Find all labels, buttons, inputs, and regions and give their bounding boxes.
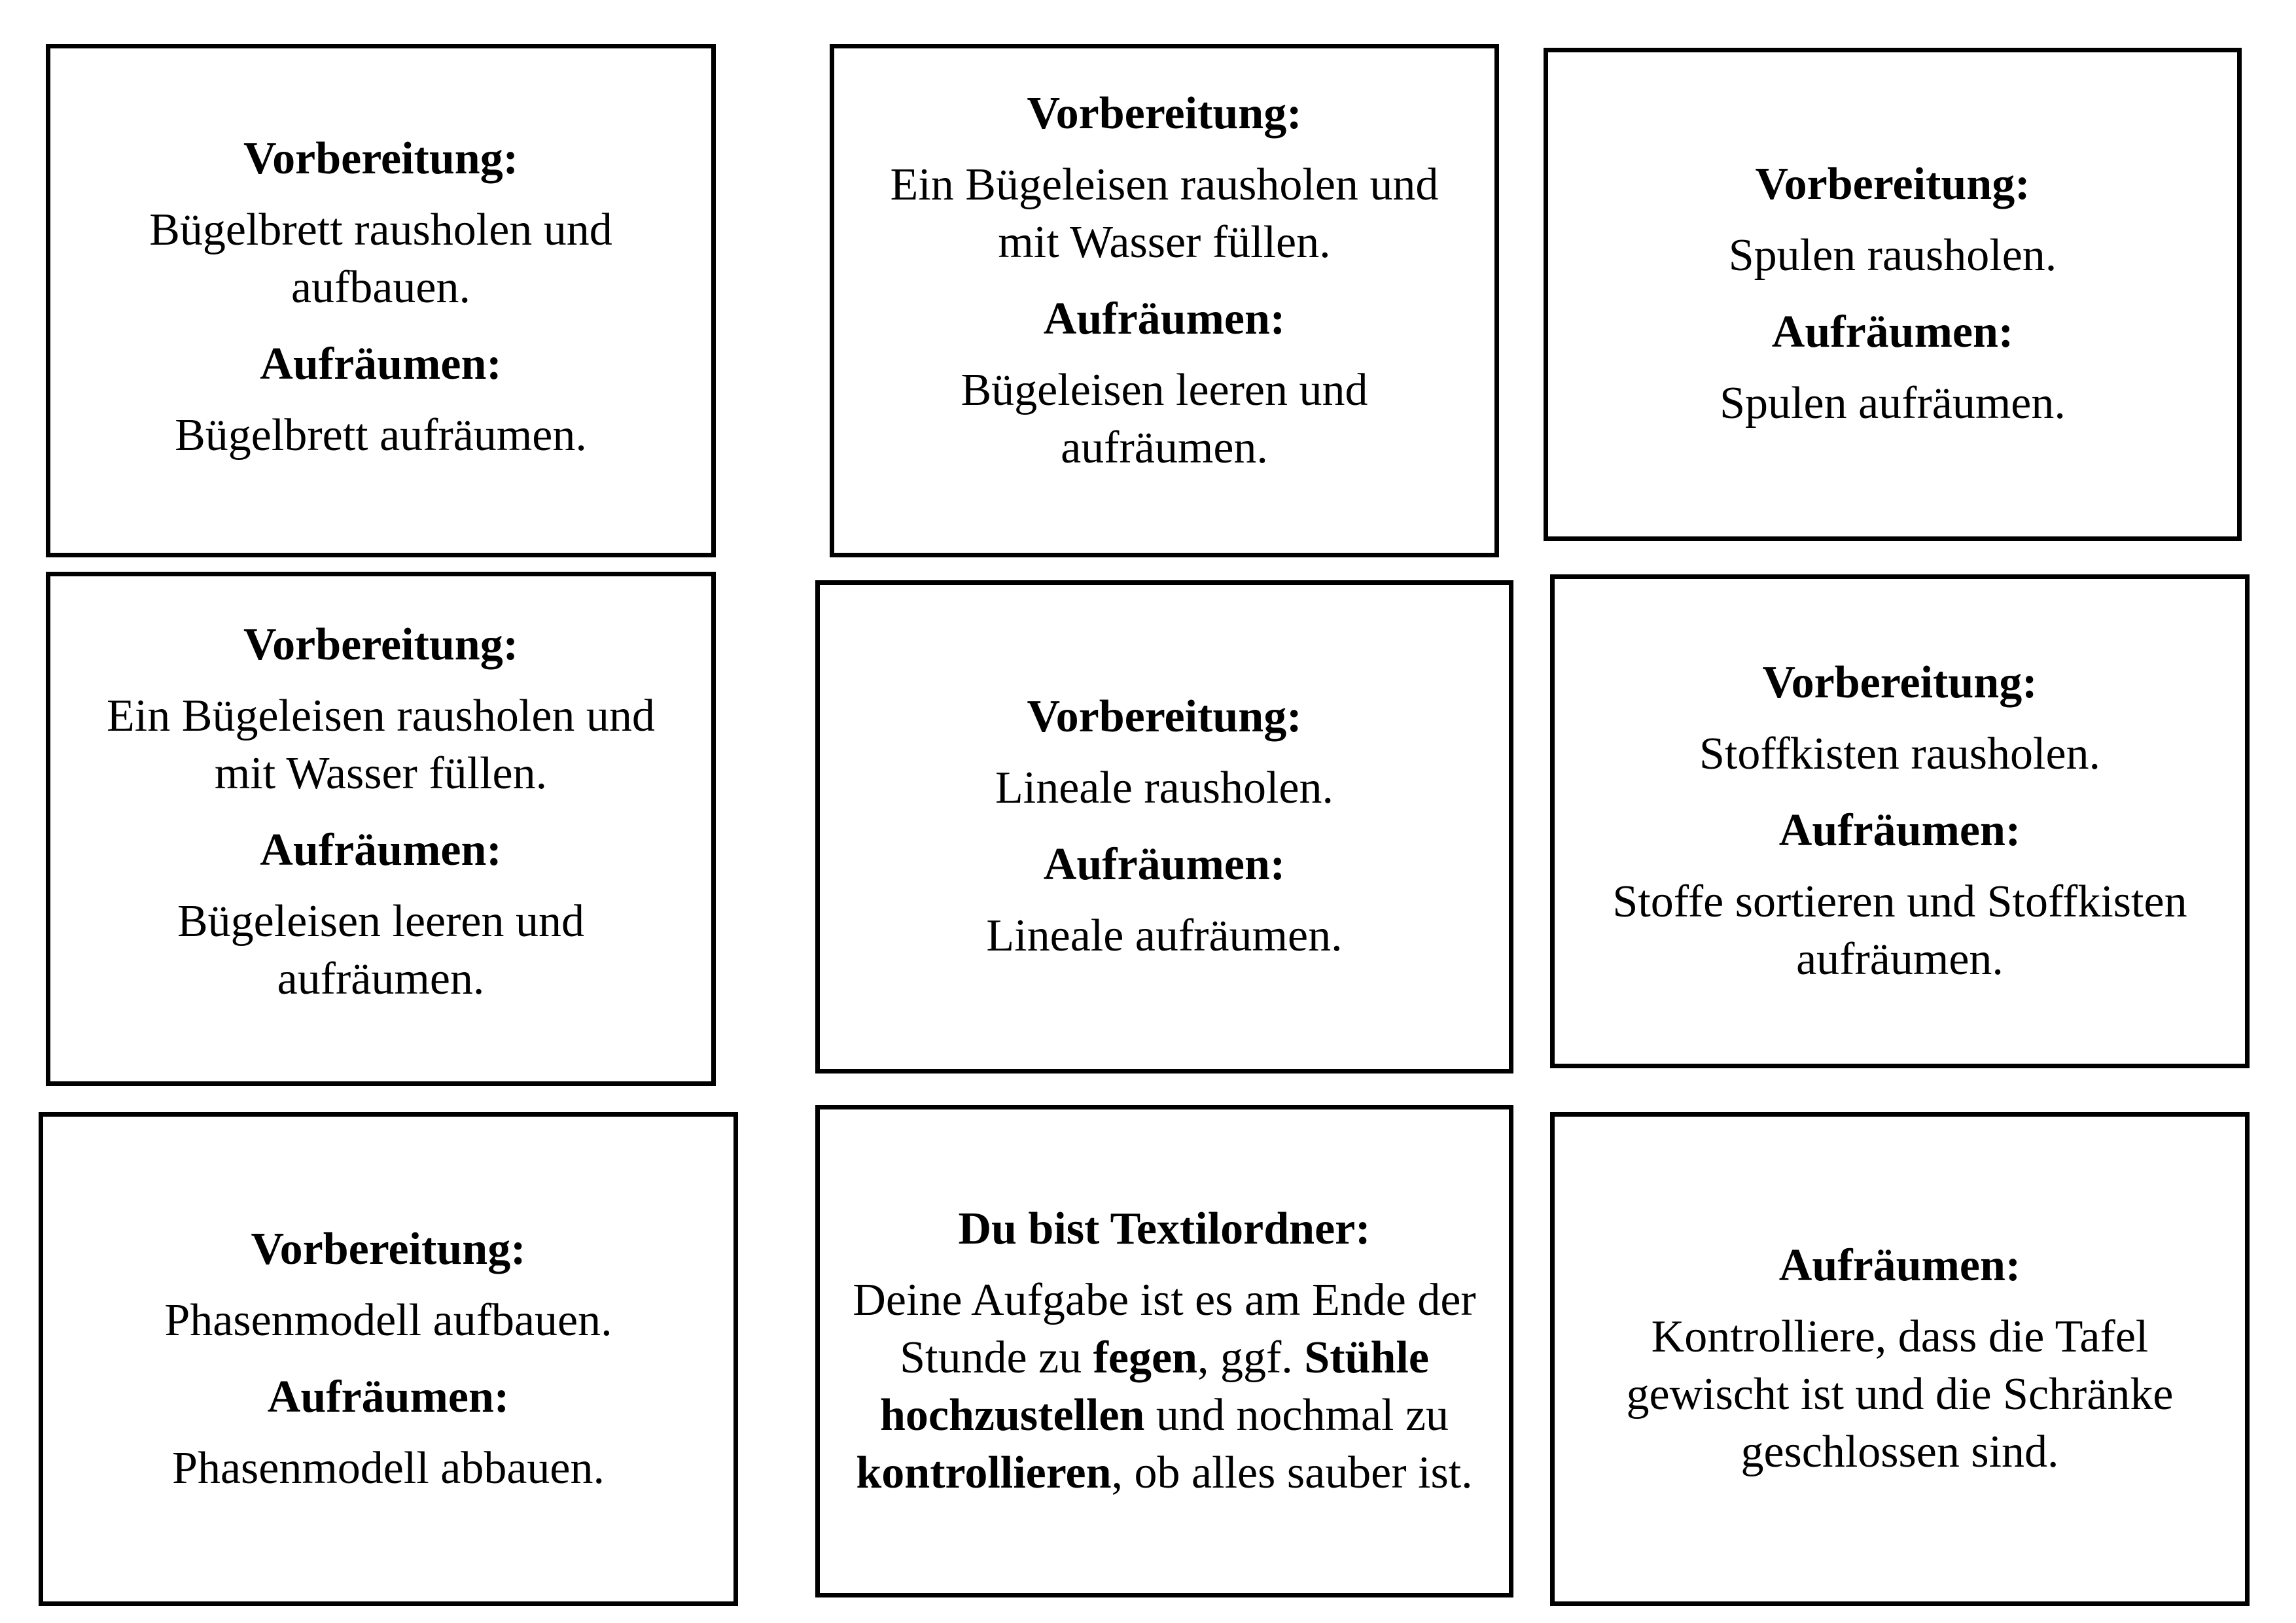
card-heading-preparation: Vorbereitung: [243, 133, 518, 184]
card-heading-cleanup: Aufräumen: [260, 338, 502, 389]
card-cleanup-text: Bügeleisen leeren und aufräumen. [177, 896, 584, 1004]
card-preparation-text: Phasenmodell aufbauen. [164, 1295, 612, 1346]
card-cleanup-text: Kontrolliere, dass die Tafel gewischt ist und die Schränke geschlossen sind. [1626, 1311, 2174, 1477]
task-card [1544, 48, 2242, 541]
card-preparation-text: Spulen rausholen. [1728, 230, 2057, 281]
card-heading-cleanup: Aufräumen: [260, 825, 502, 875]
card-heading-cleanup: Aufräumen: [267, 1371, 510, 1422]
task-card [1550, 1112, 2250, 1606]
card-cleanup-text: Bügeleisen leeren und aufräumen. [961, 364, 1368, 473]
card-heading-preparation: Vorbereitung: [251, 1223, 526, 1274]
task-card [46, 44, 716, 557]
card-preparation-text: Stoffkisten rausholen. [1699, 728, 2101, 779]
card-heading-cleanup: Aufräumen: [1771, 307, 2014, 357]
card-heading-preparation: Vorbereitung: [243, 620, 518, 670]
task-card [1550, 574, 2250, 1068]
card-heading-cleanup: Aufräumen: [1043, 839, 1286, 890]
task-card [46, 572, 716, 1086]
card-preparation-text: Lineale rausholen. [995, 763, 1333, 813]
task-card [815, 580, 1513, 1073]
card-cleanup-text: Stoffe sortieren und Stoffkisten aufräumen. [1612, 876, 2187, 985]
card-heading-duty: Du bist Textilordner: [958, 1203, 1371, 1254]
card-heading-cleanup: Aufräumen: [1043, 293, 1286, 344]
card-preparation-text: Ein Bügeleisen rausholen und mit Wasser füllen. [107, 691, 655, 799]
card-cleanup-text: Lineale aufräumen. [986, 911, 1343, 961]
card-heading-cleanup: Aufräumen: [1778, 1240, 2021, 1291]
card-cleanup-text: Phasenmodell abbauen. [172, 1442, 605, 1493]
task-card [830, 44, 1499, 557]
card-heading-preparation: Vorbereitung: [1762, 657, 2038, 708]
card-heading-preparation: Vorbereitung: [1027, 88, 1302, 139]
card-preparation-text: Bügelbrett rausholen und aufbauen. [149, 204, 612, 313]
card-cleanup-text: Spulen aufräumen. [1720, 378, 2066, 428]
card-heading-preparation: Vorbereitung: [1027, 691, 1302, 742]
card-preparation-text: Ein Bügeleisen rausholen und mit Wasser füllen. [890, 159, 1439, 268]
card-heading-preparation: Vorbereitung: [1755, 159, 2030, 209]
duty-card [815, 1105, 1513, 1597]
card-duty-text: Deine Aufgabe ist es am Ende der Stunde zu fegen, ggf. Stühle hochzustellen und nochmal zu kontrollieren, ob alles sauber ist. [853, 1274, 1476, 1498]
card-heading-cleanup: Aufräumen: [1778, 805, 2021, 856]
card-cleanup-text: Bügelbrett aufräumen. [175, 410, 587, 461]
task-card [39, 1112, 738, 1606]
